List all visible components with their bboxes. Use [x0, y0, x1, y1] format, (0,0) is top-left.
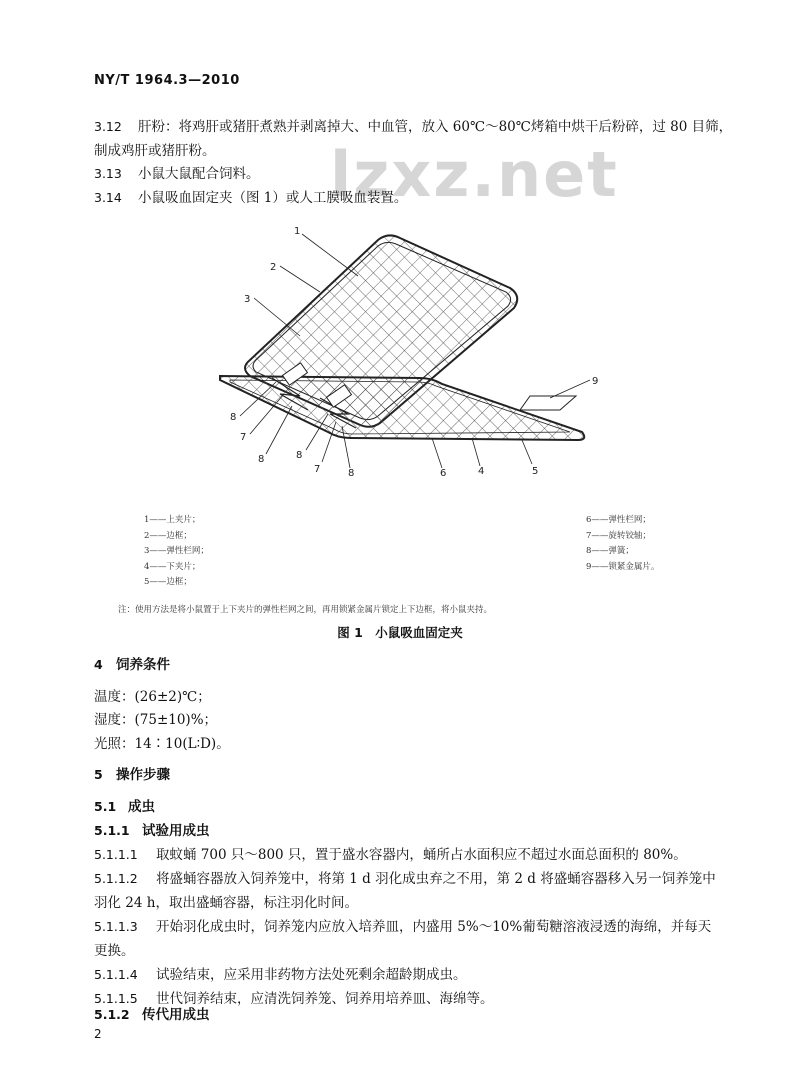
callout-8c: 8	[296, 450, 303, 461]
section-number: 5	[94, 767, 103, 782]
callout-6: 6	[440, 468, 447, 479]
clause-text: 取蚊蛹 700 只～800 只，置于盛水容器内，蛹所占水面积应不超过水面总面积的 80%。	[156, 847, 687, 863]
clause-5-1-1-2-continuation: 羽化 24 h，取出盛蛹容器，标注羽化时间。	[94, 895, 358, 911]
mouse-clamp-figure	[210, 218, 610, 493]
clause-text: 肝粉：将鸡肝或猪肝煮熟并剥离掉大、中血管，放入 60℃～80℃烤箱中烘干后粉碎，过 80 目筛，	[138, 119, 733, 135]
clause-text: 将盛蛹容器放入饲养笼中，将第 1 d 羽化成虫弃之不用，第 2 d 将盛蛹容器移入另一饲养笼中	[156, 871, 716, 887]
clause-number: 5.1.1.1	[94, 847, 138, 862]
section-number: 4	[94, 657, 103, 672]
section-title: 饲养条件	[116, 657, 170, 673]
standard-code-header: NY/T 1964.3—2010	[94, 73, 240, 88]
clause-number: 5.1.1.5	[94, 991, 138, 1006]
callout-8b: 8	[258, 454, 265, 465]
clause-3-12-continuation: 制成鸡肝或猪肝粉。	[94, 143, 216, 159]
clause-5-1-1-3	[94, 918, 711, 936]
callout-3: 3	[244, 294, 251, 305]
watermark: lzxz.net	[330, 138, 619, 211]
clause-text: 小鼠大鼠配合饲料。	[138, 166, 260, 182]
clause-text: 小鼠吸血固定夹（图 1）或人工膜吸血装置。	[138, 190, 408, 206]
callout-7b: 7	[314, 464, 321, 475]
clause-5-1-1-3-continuation: 更换。	[94, 943, 135, 959]
section-5-1-1-heading	[94, 822, 210, 840]
section-number: 5.1.2	[94, 1007, 130, 1022]
figure-note: 注：使用方法是将小鼠置于上下夹片的弹性栏网之间，再用锁紧金属片锁定上下边框，将小鼠夹持。	[118, 605, 493, 615]
legend-item: 1——上夹片；	[144, 515, 201, 525]
clause-3-14	[94, 189, 407, 207]
clause-3-12	[94, 118, 732, 136]
condition-temperature: 温度：(26±2)℃；	[94, 689, 211, 705]
callout-7: 7	[240, 432, 247, 443]
legend-item: 4——下夹片；	[144, 561, 201, 572]
clause-text: 试验结束，应采用非药物方法处死剩余超龄期成虫。	[156, 967, 467, 983]
clause-number: 5.1.1.4	[94, 967, 138, 982]
clause-number: 5.1.1.2	[94, 871, 138, 886]
condition-photoperiod: 光照：14∶10(L∶D)。	[94, 736, 230, 752]
section-5-1-2-heading	[94, 1006, 210, 1024]
clause-number: 3.13	[94, 166, 122, 181]
legend-item: 5——边框；	[144, 577, 192, 587]
section-number: 5.1	[94, 799, 117, 814]
legend-item: 9——锁紧金属片。	[586, 561, 660, 572]
callout-8: 8	[230, 412, 237, 423]
locking-metal-sheet	[520, 396, 576, 410]
figure-caption: 图 1 小鼠吸血固定夹	[337, 625, 463, 640]
clause-5-1-1-2	[94, 870, 716, 888]
figure-legend-left	[144, 514, 209, 592]
clause-number: 5.1.1.3	[94, 919, 138, 934]
section-5-1-heading	[94, 798, 155, 816]
clause-number: 3.14	[94, 190, 122, 205]
clause-5-1-1-1	[94, 846, 687, 864]
legend-item: 2——边框；	[144, 530, 192, 541]
callout-9: 9	[592, 376, 599, 387]
section-title: 成虫	[128, 799, 155, 815]
callout-2: 2	[270, 262, 277, 273]
clause-number: 3.12	[94, 119, 122, 134]
clause-text: 开始羽化成虫时，饲养笼内应放入培养皿，内盛用 5%～10%葡萄糖溶液浸透的海绵，并每天	[156, 919, 712, 935]
section-4-heading	[94, 656, 170, 674]
section-title: 传代用成虫	[142, 1007, 210, 1023]
callout-5: 5	[532, 466, 539, 477]
legend-item: 7——旋转铰轴；	[586, 530, 651, 541]
condition-humidity: 湿度：(75±10)%；	[94, 712, 218, 728]
page-number: 2	[94, 1027, 102, 1041]
section-title: 操作步骤	[116, 767, 170, 783]
figure-legend-right	[586, 514, 659, 576]
legend-item: 8——弹簧；	[586, 546, 634, 556]
callout-1: 1	[294, 226, 301, 237]
callout-4: 4	[478, 466, 485, 477]
callout-8d: 8	[348, 468, 355, 479]
section-title: 试验用成虫	[142, 823, 210, 839]
legend-item: 6——弹性栏网；	[586, 515, 651, 525]
clause-text: 世代饲养结束，应清洗饲养笼、饲养用培养皿、海绵等。	[156, 991, 494, 1007]
legend-item: 3——弹性栏网；	[144, 546, 209, 556]
clause-5-1-1-4	[94, 966, 467, 984]
clause-3-13	[94, 165, 260, 183]
section-number: 5.1.1	[94, 823, 130, 838]
section-5-heading	[94, 766, 170, 784]
